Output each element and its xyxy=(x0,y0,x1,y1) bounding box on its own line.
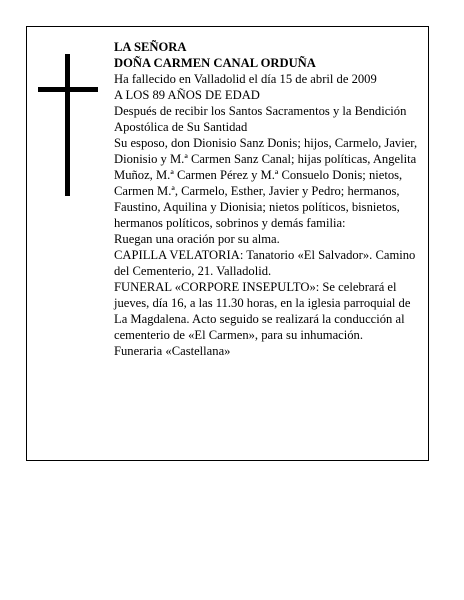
funeral-info: FUNERAL «CORPORE INSEPULTO»: Se celebrará el jueves, día 16, a las 11.30 horas, en la iglesia parroquial de La Magdalena. Acto seguido se realizará la conducción al cementerio de «El Carmen», para su inhumación. xyxy=(114,280,411,342)
funeral-home: Funeraria «Castellana» xyxy=(114,344,231,358)
family-list: Su esposo, don Dionisio Sanz Donis; hijos, Carmelo, Javier, Dionisio y M.ª Carmen Sanz Canal; hijas políticas, Angelita Muñoz, M.ª Carmen Pérez y M.ª Consuelo Donis; nietos, Carmen M.ª, Carmelo, Esther, Javier y Pedro; hermanos, Faustino, Aquilina y Dionisia; nietos políticos, bisnietos, hermanos políticos, sobrinos y demás familia: xyxy=(114,136,418,230)
cross-horizontal-bar xyxy=(38,87,98,92)
deceased-name: DOÑA CARMEN CANAL ORDUÑA xyxy=(114,56,316,70)
cross-icon xyxy=(38,54,98,196)
death-announcement: Ha fallecido en Valladolid el día 15 de abril de 2009 xyxy=(114,72,377,86)
cross-vertical-bar xyxy=(65,54,70,196)
age-line: A LOS 89 AÑOS DE EDAD xyxy=(114,88,260,102)
chapel-info: CAPILLA VELATORIA: Tanatorio «El Salvador». Camino del Cementerio, 21. Valladolid. xyxy=(114,248,416,278)
sacraments-line: Después de recibir los Santos Sacramentos y la Bendición Apostólica de Su Santidad xyxy=(114,104,407,134)
deceased-title: LA SEÑORA xyxy=(114,40,187,54)
obituary-text xyxy=(114,39,426,359)
prayer-request: Ruegan una oración por su alma. xyxy=(114,232,280,246)
